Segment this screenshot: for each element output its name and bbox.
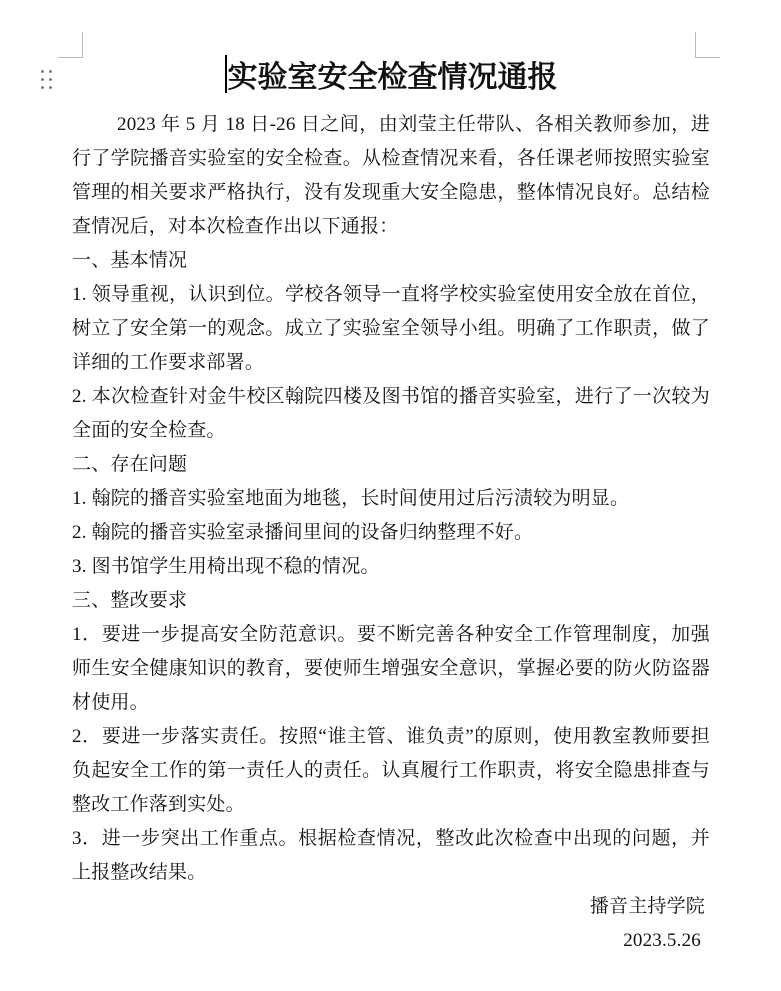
section3-item-1[interactable]: 1．要进一步提高安全防范意识。要不断完善各种安全工作管理制度，加强师生安全健康知识的教育，要使师生增强安全意识，掌握必要的防火防盗器材使用。	[72, 624, 710, 713]
section3-item-2[interactable]: 2．要进一步落实责任。按照“谁主管、谁负责”的原则，使用教室教师要担负起安全工作的第一责任人的责任。认真履行工作职责，将安全隐患排查与整改工作落到实处。	[72, 726, 710, 815]
drag-handle-dot-icon	[41, 86, 44, 89]
drag-handle-dot-icon	[49, 70, 52, 73]
text-caret	[225, 55, 227, 93]
signature-date[interactable]: 2023.5.26	[623, 930, 701, 951]
section-heading-1[interactable]: 一、基本情况	[72, 250, 188, 271]
section-heading-3[interactable]: 三、整改要求	[72, 590, 188, 611]
section2-item-3[interactable]: 3. 图书馆学生用椅出现不稳的情况。	[72, 556, 380, 577]
document-title[interactable]	[72, 54, 710, 102]
drag-handle-dot-icon	[49, 86, 52, 89]
drag-handle-dot-icon	[41, 78, 44, 81]
section2-item-1[interactable]: 1. 翰院的播音实验室地面为地毯，长时间使用过后污渍较为明显。	[72, 488, 630, 509]
paragraph-intro[interactable]: 2023 年 5 月 18 日-26 日之间，由刘莹主任带队、各相关教师参加，进行了学院播音实验室的安全检查。从检查情况来看，各任课老师按照实验室管理的相关要求严格执行，没有发现重大安全隐患，整体情况良好。总结检查情况后，对本次检查作出以下通报：	[72, 114, 710, 237]
section2-item-2[interactable]: 2. 翰院的播音实验室录播间里间的设备归纳整理不好。	[72, 522, 534, 543]
drag-handle-dot-icon	[41, 70, 44, 73]
document-title-text: 实验室安全检查情况通报	[227, 61, 558, 94]
section3-item-3[interactable]: 3．进一步突出工作重点。根据检查情况，整改此次检查中出现的问题，并上报整改结果。	[72, 828, 710, 883]
section1-item-2[interactable]: 2. 本次检查针对金牛校区翰院四楼及图书馆的播音实验室，进行了一次较为全面的安全检查。	[72, 386, 710, 441]
section1-item-1[interactable]: 1. 领导重视，认识到位。学校各领导一直将学校实验室使用安全放在首位，树立了安全第一的观念。成立了实验室全领导小组。明确了工作职责，做了详细的工作要求部署。	[72, 284, 710, 373]
section-heading-2[interactable]: 二、存在问题	[72, 454, 188, 475]
signature-organization[interactable]: 播音主持学院	[589, 896, 705, 917]
document-page[interactable]	[72, 54, 710, 958]
drag-handle-dot-icon	[49, 78, 52, 81]
paragraph-drag-handle[interactable]	[41, 70, 53, 90]
